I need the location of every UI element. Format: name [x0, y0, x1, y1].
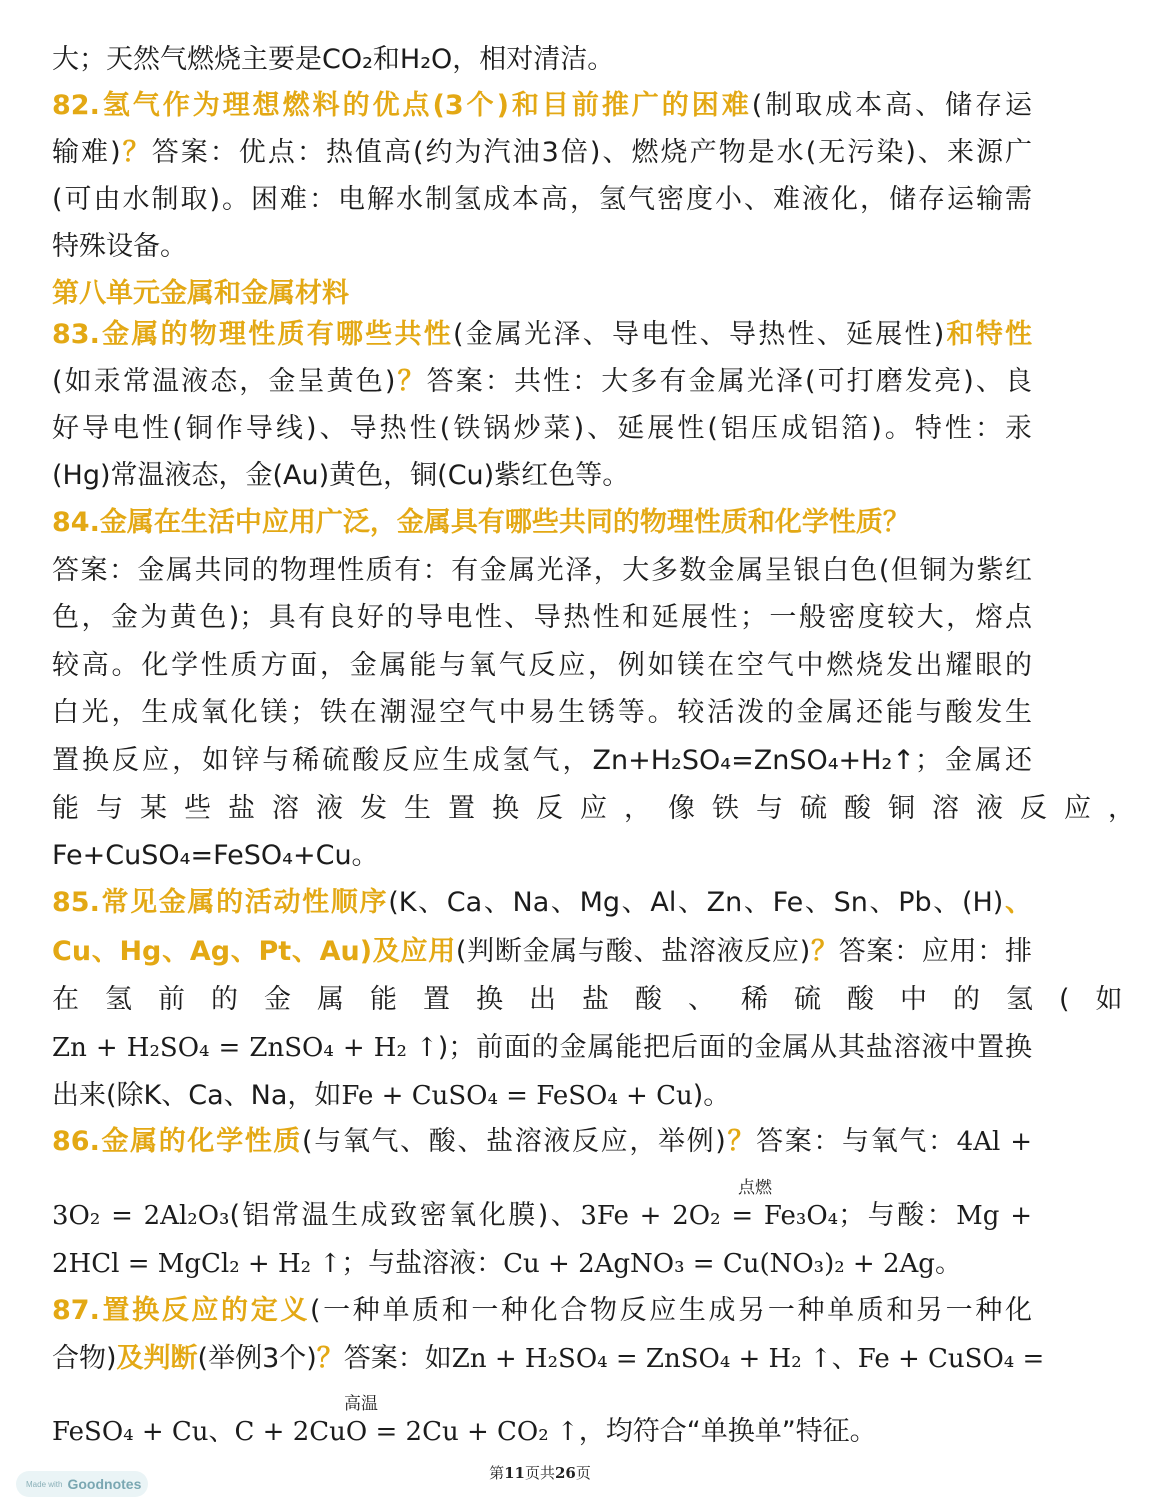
- total-pages-number: 26: [555, 1464, 576, 1482]
- text-line: [52, 693, 1032, 733]
- text-line: [52, 1076, 1032, 1116]
- body-text: Fe+CuSO₄=FeSO₄+Cu。: [52, 840, 379, 871]
- text-line: [52, 362, 1032, 402]
- highlighted-text: ？: [725, 1126, 757, 1157]
- highlighted-text: 和特性: [944, 319, 1032, 350]
- highlighted-text: ？: [810, 936, 839, 967]
- body-text: 输难): [52, 137, 121, 168]
- highlighted-text: 第八单元金属和金属材料: [52, 278, 349, 309]
- body-text: (与氧气、酸、盐溶液反应，举例): [302, 1126, 726, 1157]
- text-line: [52, 932, 1032, 972]
- text-line: [52, 227, 1032, 267]
- formula-text: 3O₂ = 2Al₂O₃: [52, 1201, 230, 1231]
- body-text: (Hg)常温液态，金(Au)黄色，铜(Cu)紫红色等。: [52, 460, 630, 491]
- text-line: [52, 315, 1032, 355]
- text-line: [52, 274, 1032, 314]
- body-text: 答案：如: [343, 1343, 452, 1374]
- highlighted-text: 、: [1003, 887, 1032, 918]
- text-line: [52, 40, 1032, 80]
- text-line: [52, 409, 1032, 449]
- body-text: (举例3个): [197, 1343, 317, 1374]
- body-text: 。: [934, 1248, 962, 1279]
- text-line: [52, 1244, 1032, 1284]
- body-text: (金属光泽、导电性、导热性、延展性): [453, 319, 945, 350]
- body-text: 色，金为黄色)；具有良好的导电性、导热性和延展性；一般密度较大，熔点: [52, 602, 1032, 633]
- formula-text: 4Al +: [956, 1127, 1032, 1157]
- text-line: [52, 789, 1152, 829]
- text-line: [52, 598, 1032, 638]
- highlighted-text: 及判断: [116, 1343, 198, 1374]
- body-text: 答案：优点：热值高(约为汽油3倍)、燃烧产物是水(无污染)、来源广: [151, 137, 1033, 168]
- highlighted-text: 82.氢气作为理想燃料的优点(3个)和目前推广的困难: [52, 90, 752, 121]
- current-page-number: 11: [504, 1464, 525, 1482]
- body-text: 答案：金属共同的物理性质有：有金属光泽，大多数金属呈银白色(但铜为紫红: [52, 555, 1032, 586]
- text-line: [52, 180, 1032, 220]
- text-line: [52, 133, 1032, 173]
- formula-text: 2HCl = MgCl₂ + H₂ ↑: [52, 1249, 342, 1279]
- body-text: 答案：与氧气：: [756, 1126, 957, 1157]
- formula-text: Zn + H₂SO₄ = ZnSO₄ + H₂ ↑: [52, 1033, 438, 1063]
- body-text: 置换反应，如锌与稀硫酸反应生成氢气，Zn+H₂SO₄=ZnSO₄+H₂↑；金属还: [52, 745, 1032, 776]
- highlighted-text: 85.常见金属的活动性顺序: [52, 887, 389, 918]
- highlighted-text: 83.金属的物理性质有哪些共性: [52, 319, 454, 350]
- highlighted-text: 87.置换反应的定义: [52, 1295, 310, 1326]
- body-text: (如汞常温液态，金呈黄色): [52, 366, 396, 397]
- text-line: [52, 1196, 1032, 1236]
- highlighted-text: ？: [316, 1343, 344, 1374]
- text-line: [52, 503, 1032, 543]
- text-line: [52, 1028, 1032, 1068]
- body-text: ，均符合“单换单”特征。: [578, 1416, 877, 1447]
- highlighted-text: 86.金属的化学性质: [52, 1126, 303, 1157]
- body-text: 白光，生成氧化镁；铁在潮湿空气中易生锈等。较活泼的金属还能与酸发生: [52, 697, 1032, 728]
- body-text: (K、Ca、Na、Mg、Al、Zn、Fe、Sn、Pb、(H): [388, 887, 1004, 918]
- highlighted-text: ？: [395, 366, 427, 397]
- high-temp-condition-label: 高温: [344, 1394, 378, 1414]
- body-text: 较高。化学性质方面，金属能与氧气反应，例如镁在空气中燃烧发出耀眼的: [52, 650, 1032, 681]
- text-line: [52, 86, 1032, 126]
- body-text: (铝常温生成致密氧化膜)、: [229, 1200, 581, 1231]
- ignite-condition-label: 点燃: [738, 1178, 772, 1198]
- highlighted-text: Cu、Hg、Ag、Pt、Au)及应用: [52, 936, 456, 967]
- body-text: 出来(除K、Ca、Na，如: [52, 1080, 342, 1111]
- formula-text: FeSO₄ + Cu、C + 2CuO = 2Cu + CO₂ ↑: [52, 1417, 579, 1447]
- formula-text: Fe + CuSO₄ = FeSO₄ + Cu: [341, 1081, 693, 1111]
- text-line: [52, 741, 1032, 781]
- text-line: [52, 456, 1032, 496]
- body-text: 好导电性(铜作导线)、导热性(铁锅炒菜)、延展性(铝压成铝箔)。特性：汞: [52, 413, 1032, 444]
- body-text: 在氢前的金属能置换出盐酸、稀硫酸中的氢(如: [52, 984, 1149, 1015]
- body-text: 合物): [52, 1343, 117, 1374]
- footer-middle: 页共: [524, 1464, 555, 1482]
- goodnotes-watermark: [16, 1471, 148, 1497]
- made-with-text: Made with: [26, 1479, 63, 1489]
- highlighted-text: ？: [120, 137, 152, 168]
- formula-text: 3Fe + 2O₂ = Fe₃O₄: [580, 1201, 839, 1231]
- body-text: 答案：应用：排: [838, 936, 1033, 967]
- body-text: ；与酸：: [838, 1200, 957, 1231]
- text-line: [52, 1122, 1032, 1162]
- text-line: [52, 1412, 1032, 1452]
- page-footer: [0, 1462, 1080, 1483]
- body-text: 大；天然气燃烧主要是CO₂和H₂O，相对清洁。: [52, 44, 615, 75]
- body-text: )。: [692, 1080, 731, 1111]
- text-line: [52, 551, 1032, 591]
- text-line: [52, 1291, 1032, 1331]
- goodnotes-brand: Goodnotes: [67, 1476, 142, 1492]
- body-text: 答案：共性：大多有金属光泽(可打磨发亮)、良: [426, 366, 1032, 397]
- text-line: [52, 980, 1149, 1020]
- body-text: (判断金属与酸、盐溶液反应): [455, 936, 811, 967]
- body-text: 能与某些盐溶液发生置换反应，像铁与硫酸铜溶液反应，: [52, 793, 1152, 824]
- formula-text: Zn + H₂SO₄ = ZnSO₄ + H₂ ↑、Fe + CuSO₄ =: [451, 1344, 1045, 1374]
- highlighted-text: 84.金属在生活中应用广泛，金属具有哪些共同的物理性质和化学性质？: [52, 507, 910, 538]
- body-text: (一种单质和一种化合物反应生成另一种单质和另一种化: [309, 1295, 1032, 1326]
- text-line: [52, 883, 1032, 923]
- body-text: (可由水制取)。困难：电解水制氢成本高，氢气密度小、难液化，储存运输需: [52, 184, 1032, 215]
- body-text: )；前面的金属能把后面的金属从其盐溶液中置换: [437, 1032, 1032, 1063]
- body-text: (制取成本高、储存运: [751, 90, 1032, 121]
- body-text: ；与盐溶液：: [341, 1248, 504, 1279]
- formula-text: Cu + 2AgNO₃ = Cu(NO₃)₂ + 2Ag: [503, 1249, 935, 1279]
- text-line: [52, 1339, 1045, 1379]
- text-line: [52, 836, 1032, 876]
- formula-text: Mg +: [956, 1201, 1033, 1231]
- text-line: [52, 646, 1032, 686]
- footer-prefix: 第: [489, 1464, 505, 1482]
- body-text: 特殊设备。: [52, 231, 187, 262]
- footer-suffix: 页: [575, 1464, 591, 1482]
